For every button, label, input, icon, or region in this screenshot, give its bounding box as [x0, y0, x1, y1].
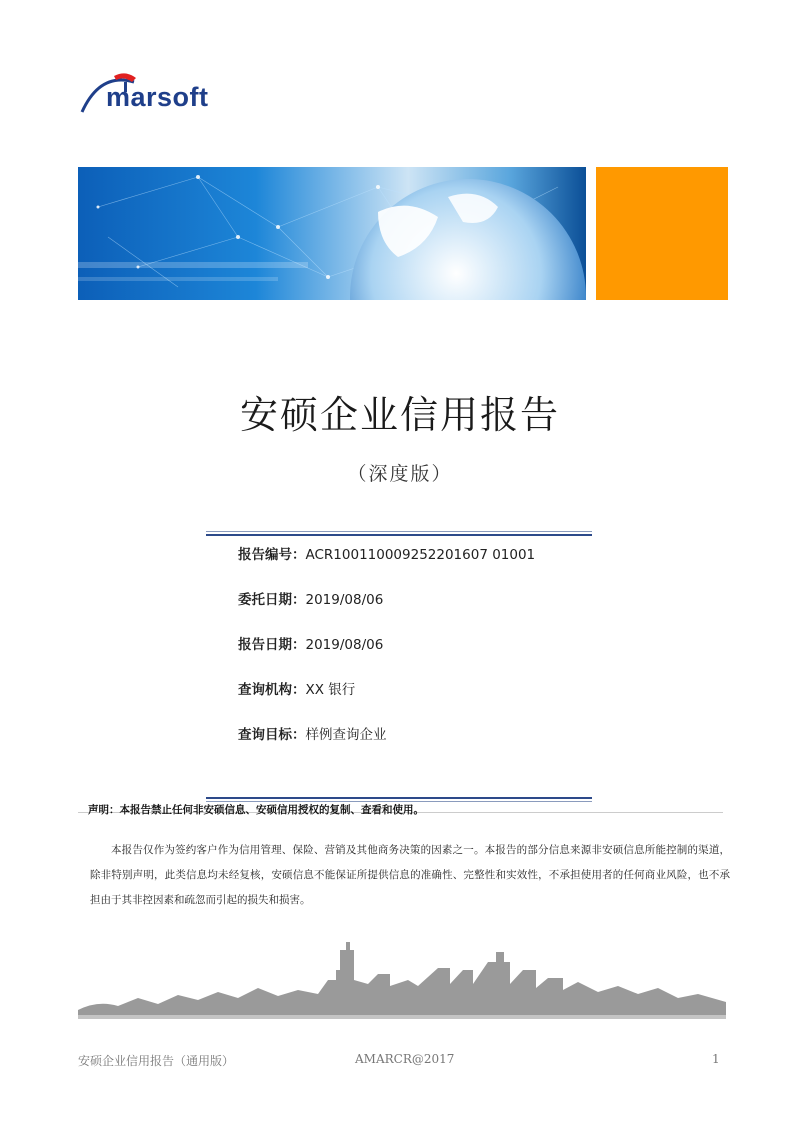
footer-report-name: 安硕企业信用报告（通用版）: [78, 1054, 235, 1068]
query-agency-value: XX 银行: [305, 682, 356, 698]
logo-text: marsoft: [106, 82, 209, 112]
query-target-row: [238, 723, 387, 743]
query-agency-label: 查询机构：: [238, 682, 306, 698]
report-number-row: [238, 543, 535, 563]
report-title: 安硕企业信用报告: [239, 393, 560, 437]
report-subtitle: （深度版）: [347, 463, 453, 485]
entrust-date-label: 委托日期：: [238, 592, 306, 608]
query-target-value: 样例查询企业: [305, 727, 387, 743]
report-number-value: ACR100110009252201607 01001: [305, 547, 536, 563]
report-date-value: 2019/08/06: [305, 637, 384, 653]
city-skyline-image: [78, 940, 726, 1025]
disclaimer-paragraph: 本报告仅作为签约客户作为信用管理、保险、营销及其他商务决策的因素之一。本报告的部分信息来源非安硕信息所能控制的渠道，除非特别声明，此类信息均未经复核，安硕信息不能保证所提供信息的准确性、完整性和实效性，不承担使用者的任何商业风险，也不承担由于其非控因素和疏忽而引起的损失和损害。: [90, 844, 730, 906]
footer-copyright: AMARCR@2017: [355, 1052, 455, 1066]
report-number-label: 报告编号：: [238, 547, 306, 563]
report-date-row: [238, 633, 383, 653]
statement: 声明：本报告禁止任何非安硕信息、安硕信用授权的复制、查看和使用。: [88, 804, 424, 816]
divider-top-thick: [206, 534, 592, 536]
entrust-date-row: [238, 588, 383, 608]
divider-bottom-thick: [206, 797, 592, 799]
marsoft-logo: [78, 68, 238, 120]
orange-accent-block: [596, 167, 728, 300]
globe-network-banner: [78, 167, 586, 300]
page-number: 1: [712, 1052, 720, 1066]
entrust-date-value: 2019/08/06: [305, 592, 384, 608]
query-target-label: 查询目标：: [238, 727, 306, 743]
divider-top-thin: [206, 531, 592, 532]
query-agency-row: [238, 678, 355, 698]
report-date-label: 报告日期：: [238, 637, 306, 653]
